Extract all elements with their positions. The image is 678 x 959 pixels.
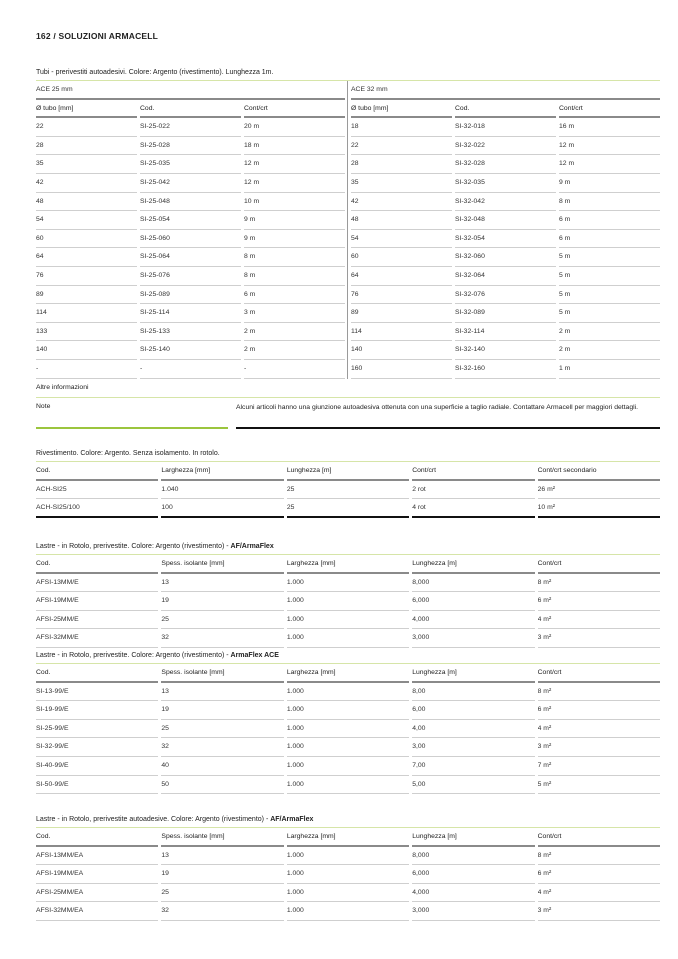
table-row (36, 286, 345, 305)
table-cell: 20 m (244, 118, 345, 137)
table-cell: 3,000 (412, 902, 534, 921)
table-row (36, 499, 660, 518)
table-cell: 4 rot (412, 499, 534, 518)
group-label: ACE 25 mm (36, 81, 345, 100)
table-cell: 19 (161, 592, 283, 611)
table-row (36, 174, 345, 193)
table-title-product: ArmaFlex ACE (230, 652, 279, 659)
table-cell: 19 (161, 701, 283, 720)
table-cell: 42 (36, 174, 137, 193)
table-cell: 60 (36, 230, 137, 249)
table-cell: 25 (161, 720, 283, 739)
table-cell: 8 m (559, 193, 660, 212)
table-cell: AFSI-19MM/EA (36, 865, 158, 884)
table-cell: 13 (161, 847, 283, 866)
table-cell: 8,000 (412, 574, 534, 593)
table-cell: SI-32-064 (455, 267, 556, 286)
table-cell: SI-32-018 (455, 118, 556, 137)
table-cell: SI-32-042 (455, 193, 556, 212)
table-cell: 2 m (559, 323, 660, 342)
table-cell: 3,00 (412, 738, 534, 757)
table-cell: 2 m (244, 323, 345, 342)
table-cell: 2 rot (412, 481, 534, 500)
table-cell: 1.000 (287, 776, 409, 795)
table-cell: 8 m² (538, 574, 660, 593)
table-title-text: Rivestimento. Colore: Argento. Senza isolamento. In rotolo. (36, 450, 220, 457)
table-cell: 1.000 (287, 757, 409, 776)
table-cell: 6,00 (412, 701, 534, 720)
table-cell: 22 (36, 118, 137, 137)
table-title: Tubi - prerivestiti autoadesivi. Colore: Argento (rivestimento). Lunghezza 1m. (36, 67, 660, 81)
table-cell: Spess. isolante [mm] (161, 828, 283, 847)
table-row (351, 155, 660, 174)
tubi-left-half (36, 81, 348, 379)
table-cell: Cont/crt (412, 462, 534, 481)
table-cell: 3 m² (538, 738, 660, 757)
table-cell: SI-32-114 (455, 323, 556, 342)
table-cell: SI-25-060 (140, 230, 241, 249)
table-cell: Cod. (36, 555, 158, 574)
table-cell: 4,000 (412, 611, 534, 630)
table-cell: 9 m (559, 174, 660, 193)
table-row (36, 720, 660, 739)
table-cell: SI-25-133 (140, 323, 241, 342)
table-cell: 114 (351, 323, 452, 342)
table-cell: 12 m (559, 155, 660, 174)
table-row (36, 683, 660, 702)
table-cell: SI-32-140 (455, 341, 556, 360)
table-cell: 7 m² (538, 757, 660, 776)
table-cell: 1.000 (287, 592, 409, 611)
table-cell: 10 m (244, 193, 345, 212)
table-cell: Spess. isolante [mm] (161, 555, 283, 574)
table-cell: 7,00 (412, 757, 534, 776)
table-cell: 1.000 (287, 701, 409, 720)
table-cell: Cod. (140, 100, 241, 119)
table-row (351, 341, 660, 360)
table-cell: Cod. (455, 100, 556, 119)
table-row (36, 902, 660, 921)
table-cell: 3 m² (538, 629, 660, 648)
table-row (36, 248, 345, 267)
table-cell: 32 (161, 629, 283, 648)
table-cell: 8,000 (412, 847, 534, 866)
table-cell: AFSI-13MM/E (36, 574, 158, 593)
page-header: 162 / SOLUZIONI ARMACELL (36, 31, 159, 41)
table-cell: Cont/crt (538, 664, 660, 683)
table-cell: 6 m (559, 230, 660, 249)
table-cell: 42 (351, 193, 452, 212)
table-cell: 4 m² (538, 611, 660, 630)
table-cell: ACH-SI25 (36, 481, 158, 500)
tubi-columns (36, 81, 660, 379)
table-cell: SI-25-140 (140, 341, 241, 360)
table-cell: 4 m² (538, 720, 660, 739)
table-cell: SI-25-022 (140, 118, 241, 137)
table-cell: Lunghezza [m] (412, 664, 534, 683)
table-title-text: Lastre - in Rotolo, prerivestite autoadesive. Colore: Argento (rivestimento) - (36, 816, 271, 823)
table-title (36, 541, 660, 555)
table-cell: 5 m² (538, 776, 660, 795)
table-cell: 89 (36, 286, 137, 305)
table-cell: 8 m (244, 267, 345, 286)
table-row (36, 341, 345, 360)
table-row (351, 248, 660, 267)
table-cell: 3 m (244, 304, 345, 323)
table-cell: 35 (36, 155, 137, 174)
table-cell: SI-25-076 (140, 267, 241, 286)
table-cell: 48 (351, 211, 452, 230)
table-row (351, 286, 660, 305)
table-cell: Larghezza [mm] (161, 462, 283, 481)
table-rivestimento (36, 448, 660, 518)
table-cell: SI-50-99/E (36, 776, 158, 795)
table-row (36, 360, 345, 379)
table-cell: Larghezza [mm] (287, 828, 409, 847)
table-cell: 89 (351, 304, 452, 323)
table-cell: 8 m² (538, 683, 660, 702)
table-cell: Cont/crt (538, 555, 660, 574)
table-row (36, 738, 660, 757)
table-cell: 22 (351, 137, 452, 156)
table-cell: 12 m (559, 137, 660, 156)
table-cell: 3 m² (538, 902, 660, 921)
table-title (36, 650, 660, 664)
table-row (351, 118, 660, 137)
table-cell: 13 (161, 574, 283, 593)
table-cell: 6 m² (538, 592, 660, 611)
table-cell: 1.000 (287, 629, 409, 648)
table-cell: 1.000 (287, 611, 409, 630)
table-title-product: AF/ArmaFlex (230, 543, 274, 550)
table-row (36, 323, 345, 342)
table-cell: 40 (161, 757, 283, 776)
table-cell: 32 (161, 902, 283, 921)
table-cell: 140 (351, 341, 452, 360)
table-cell: 76 (36, 267, 137, 286)
table-cell: 5 m (559, 304, 660, 323)
table-cell: Cod. (36, 828, 158, 847)
table-cell: SI-32-048 (455, 211, 556, 230)
table-cell: - (36, 360, 137, 379)
table-cell: AFSI-13MM/EA (36, 847, 158, 866)
table-row (36, 776, 660, 795)
table-cell: SI-32-035 (455, 174, 556, 193)
table-cell: 1.000 (287, 884, 409, 903)
table-row (351, 267, 660, 286)
table-row (36, 155, 345, 174)
table-row (36, 267, 345, 286)
table-cell: SI-40-99/E (36, 757, 158, 776)
table-cell: AFSI-25MM/EA (36, 884, 158, 903)
table-row (36, 211, 345, 230)
table-cell: 3,000 (412, 629, 534, 648)
table-cell: ACH-SI25/100 (36, 499, 158, 518)
table-cell: SI-32-99/E (36, 738, 158, 757)
table-cell: 35 (351, 174, 452, 193)
table-cell: 60 (351, 248, 452, 267)
table-cell: 8 m (244, 248, 345, 267)
table-cell: Cont/crt (538, 828, 660, 847)
note-label: Note (36, 398, 228, 429)
table-row (36, 757, 660, 776)
table-cell: 1.000 (287, 902, 409, 921)
table-cell: 114 (36, 304, 137, 323)
table-cell: Ø tubo [mm] (36, 100, 137, 119)
table-row (351, 360, 660, 379)
table-cell: 50 (161, 776, 283, 795)
table-cell: 133 (36, 323, 137, 342)
table-cell: 10 m² (538, 499, 660, 518)
table-cell: SI-32-160 (455, 360, 556, 379)
table-cell: 25 (287, 481, 409, 500)
table-cell: 5,00 (412, 776, 534, 795)
table-cell: 19 (161, 865, 283, 884)
table-row (36, 304, 345, 323)
table-cell: Spess. isolante [mm] (161, 664, 283, 683)
table-cell: SI-25-064 (140, 248, 241, 267)
table-cell: SI-25-042 (140, 174, 241, 193)
table-row (36, 230, 345, 249)
table-cell: 2 m (244, 341, 345, 360)
note-row (36, 398, 660, 429)
table-title (36, 814, 660, 828)
group-label: ACE 32 mm (351, 81, 660, 100)
table-cell: 4,000 (412, 884, 534, 903)
table-cell: 1.000 (287, 683, 409, 702)
table-cell: 64 (36, 248, 137, 267)
table-cell: SI-25-048 (140, 193, 241, 212)
table-cell: 8,00 (412, 683, 534, 702)
table-cell: 25 (161, 884, 283, 903)
table-cell: Larghezza [mm] (287, 664, 409, 683)
table-cell: SI-32-089 (455, 304, 556, 323)
table-row (351, 137, 660, 156)
table-cell: 6,000 (412, 865, 534, 884)
table-cell: 1 m (559, 360, 660, 379)
table-cell: AFSI-32MM/E (36, 629, 158, 648)
table-cell: 4,00 (412, 720, 534, 739)
table-cell: SI-32-028 (455, 155, 556, 174)
table-cell: Cont/crt (559, 100, 660, 119)
table-cell: 25 (161, 611, 283, 630)
table-cell: 140 (36, 341, 137, 360)
table-row (36, 611, 660, 630)
table-lastre-af-armaflex (36, 541, 660, 648)
table-cell: SI-13-99/E (36, 683, 158, 702)
table-cell: 76 (351, 286, 452, 305)
table-cell: 26 m² (538, 481, 660, 500)
table-cell: 48 (36, 193, 137, 212)
table-cell: 6 m (559, 211, 660, 230)
table-title-text: Lastre - in Rotolo, prerivestite. Colore: Argento (rivestimento) - (36, 543, 231, 550)
table-cell: 18 m (244, 137, 345, 156)
table-row (36, 865, 660, 884)
table-cell: 54 (36, 211, 137, 230)
table-cell: 160 (351, 360, 452, 379)
header-row (36, 100, 345, 119)
table-lastre-armaflex-ace (36, 650, 660, 794)
table-cell: Cod. (36, 664, 158, 683)
table-cell: 4 m² (538, 884, 660, 903)
table-cell: 13 (161, 683, 283, 702)
table-cell: 5 m (559, 248, 660, 267)
header-row (351, 100, 660, 119)
table-row (351, 174, 660, 193)
table-row (351, 304, 660, 323)
table-cell: SI-25-99/E (36, 720, 158, 739)
header-row (36, 664, 660, 683)
table-title-text: Lastre - in Rotolo, prerivestite. Colore: Argento (rivestimento) - (36, 652, 231, 659)
header-row (36, 828, 660, 847)
table-cell: AFSI-25MM/E (36, 611, 158, 630)
table-row (36, 701, 660, 720)
table-cell: 100 (161, 499, 283, 518)
table-cell: 5 m (559, 286, 660, 305)
table-row (351, 230, 660, 249)
table-cell: 9 m (244, 230, 345, 249)
table-cell: 6 m (244, 286, 345, 305)
table-row (36, 118, 345, 137)
table-cell: Ø tubo [mm] (351, 100, 452, 119)
table-row (36, 481, 660, 500)
table-cell: 6,000 (412, 592, 534, 611)
table-cell: Lunghezza [m] (287, 462, 409, 481)
table-cell: SI-25-035 (140, 155, 241, 174)
table-cell: 12 m (244, 155, 345, 174)
group-header-row (351, 81, 660, 100)
table-cell: 54 (351, 230, 452, 249)
table-cell: 5 m (559, 267, 660, 286)
table-title (36, 448, 660, 462)
table-cell: - (140, 360, 241, 379)
table-cell: SI-25-028 (140, 137, 241, 156)
header-row (36, 462, 660, 481)
table-cell: - (244, 360, 345, 379)
table-row (36, 137, 345, 156)
table-cell: SI-19-99/E (36, 701, 158, 720)
table-cell: SI-32-076 (455, 286, 556, 305)
table-cell: 9 m (244, 211, 345, 230)
table-row (351, 193, 660, 212)
table-title-product: AF/ArmaFlex (270, 816, 314, 823)
note-text: Alcuni articoli hanno una giunzione autoadesiva ottenuta con una superficie a taglio radiale. Contattare Armacell per maggiori dettagli. (236, 398, 660, 429)
table-cell: Cod. (36, 462, 158, 481)
table-row (351, 211, 660, 230)
table-cell: 1.000 (287, 847, 409, 866)
table-cell: 1.000 (287, 574, 409, 593)
table-tubi-ace (36, 67, 660, 429)
table-cell: 2 m (559, 341, 660, 360)
table-cell: Lunghezza [m] (412, 555, 534, 574)
table-cell: SI-32-022 (455, 137, 556, 156)
table-cell: 18 (351, 118, 452, 137)
table-cell: 16 m (559, 118, 660, 137)
table-cell: 25 (287, 499, 409, 518)
header-row (36, 555, 660, 574)
table-cell: Cont/crt (244, 100, 345, 119)
table-cell: SI-32-060 (455, 248, 556, 267)
table-cell: 28 (36, 137, 137, 156)
table-cell: 1.000 (287, 720, 409, 739)
table-cell: 6 m² (538, 865, 660, 884)
table-cell: SI-25-054 (140, 211, 241, 230)
table-row (36, 847, 660, 866)
table-cell: 12 m (244, 174, 345, 193)
table-cell: SI-32-054 (455, 230, 556, 249)
table-cell: SI-25-114 (140, 304, 241, 323)
group-header-row (36, 81, 345, 100)
table-cell: 1.000 (287, 738, 409, 757)
table-cell: Cont/crt secondario (538, 462, 660, 481)
table-row (351, 323, 660, 342)
table-row (36, 884, 660, 903)
table-cell: Larghezza [mm] (287, 555, 409, 574)
table-cell: 32 (161, 738, 283, 757)
table-cell: 64 (351, 267, 452, 286)
table-cell: 6 m² (538, 701, 660, 720)
table-lastre-autoadesive (36, 814, 660, 921)
table-row (36, 574, 660, 593)
table-cell: AFSI-32MM/EA (36, 902, 158, 921)
other-info-label: Altre informazioni (36, 379, 660, 398)
table-cell: SI-25-089 (140, 286, 241, 305)
table-cell: AFSI-19MM/E (36, 592, 158, 611)
tubi-right-half (351, 81, 660, 379)
table-cell: 28 (351, 155, 452, 174)
table-cell: Lunghezza [m] (412, 828, 534, 847)
table-row (36, 193, 345, 212)
table-cell: 1.040 (161, 481, 283, 500)
table-cell: 8 m² (538, 847, 660, 866)
table-row (36, 629, 660, 648)
table-row (36, 592, 660, 611)
table-cell: 1.000 (287, 865, 409, 884)
